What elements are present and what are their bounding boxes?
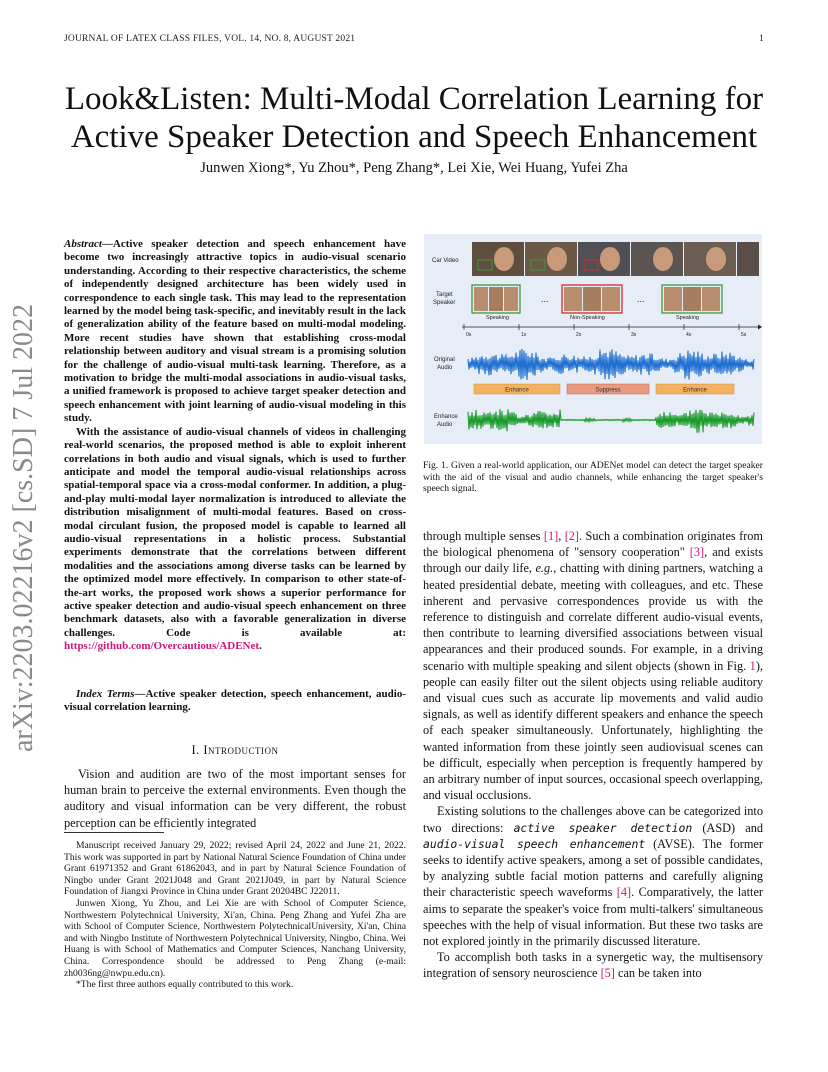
- index-terms-text: Active speaker detection, speech enhancement, audio-visual correlation learning.: [64, 688, 406, 714]
- index-terms: Index Terms—Active speaker detection, speech enhancement, audio-visual correlation learning.: [64, 688, 406, 714]
- state-speaking-1: Speaking: [486, 315, 509, 321]
- label-car-video: Car Video: [432, 258, 459, 264]
- footnotes: [64, 840, 406, 991]
- intro-paragraph-senses: through multiple senses [1], [2]. Such a combination originates from the biological phenomena of "sensory cooperation" [3], and exists through our daily life, e.g., chatting with dining partners, watching a heated presidential debate, meeting with colleagues, and etc. These inherent and pervasive correspondences provide us with the reference to distinguish and correlate different audio-visual events, then contribute to learning diversified associations between visual appearances and their produced sounds. For example, in a driving scenario with multiple speaking and silent objects (shown in Fig. 1), people can easily filter out the silent objects using reliable auditory and visual cues such as accurate lip movements and valid audio signals, as well as identify different speakers and enhance the speech of each speaker simultaneously. Unfortunately, highlighting the wanted information from these jointly seen audiovisual scenes can be difficult, especially when perception is frequently hampered by an arbitrary number of input sources, occasional speech overlapping, and visual occlusions.: [423, 529, 764, 803]
- arxiv-stamp: arXiv:2203.02216v2 [cs.SD] 7 Jul 2022: [8, 304, 39, 752]
- ellipsis-1: ...: [541, 294, 549, 304]
- tick-0: 0s: [466, 332, 472, 338]
- label-speaker: Speaker: [433, 300, 456, 306]
- suppress-label: Suppress: [595, 387, 621, 394]
- label-target: Target: [436, 292, 453, 298]
- label-enhance: Enhance: [434, 414, 458, 420]
- citation-4[interactable]: [4]: [616, 885, 632, 900]
- ellipsis-2: ...: [637, 294, 645, 304]
- tick-5: 5s: [741, 332, 747, 338]
- code-link[interactable]: https://github.com/Overcautious/ADENet: [64, 640, 260, 653]
- abstract: Abstract—Active speaker detection and speech enhancement have become two increasingly attractive topics in audio-visual scenario understanding. According to their respective characteristics, the scheme of independently designed architecture has been widely used in correspondence to each single task. This may lead to the representation learned by the model being task-specific, and inevitably result in the lack of generalization ability of the feature based on multi-modal modeling. More recent studies have shown that establishing cross-modal relationship between auditory and visual stream is a promising solution for the challenge of audio-visual multi-task learning. Therefore, as a motivation to bridge the multi-modal associations in audio-visual tasks, a unified framework is proposed to achieve target speaker detection and speech enhancement with joint learning of audio-visual modeling in this study. With the assistance of audio-visual channels of videos in challenging real-world scenarios, the proposed method is able to exploit inherent correlations in both audio and visual signals, which is used to further anticipate and model the temporal audio-visual relationships across spatial-temporal space via a cross-modal conformer. In addition, a plug-and-play multi-modal layer normalization is introduced to alleviate the distribution misalignment of multi-modal features. Based on cross-modal circulant fusion, the proposed model is capable to learned all audio-visual representations in a holistic process. Substantial experiments demonstrate that the correlations between different modalities and the associations among diverse tasks can be learned by the optimized model more effectively. In comparison to other state-of-the-art works, the proposed work shows a superior performance for active speaker detection and audio-visual speech enhancement on three benchmark datasets, also with a favorable generalization in diverse challenges. Code is available at: https://github.com/Overcautious/ADENet.: [64, 238, 406, 653]
- label-original: Original: [434, 357, 455, 363]
- citation-1[interactable]: [1]: [543, 529, 559, 543]
- intro-right-column: [423, 528, 763, 982]
- footnote-affiliations: Junwen Xiong, Yu Zhou, and Lei Xie are with School of Computer Science, Northwestern Polytechnical University, Xi'an, China. Peng Zhang and Yufei Zha are with School of Computer Science, Northwestern PolytechnicalUniversity, Xi'an, China and with Ningbo Institute of Northwestern Polytechnical University, Ningbo, China. Wei Huang is with School of Mathematics and Computer Sciences, Nanchang University, China. Correspondence should be addressed to Peng Zhang (e-mail: zh0036ng@nwpu.edu.cn).: [64, 897, 406, 979]
- tick-2: 2s: [576, 332, 582, 338]
- abstract-paragraph-1: Active speaker detection and speech enhancement have become two increasingly attractive topics in audio-visual scenario understanding. According to their respective characteristics, the scheme of independently designed architecture has been widely used in correspondence to each single task. This may lead to the representation learned by the model being task-specific, and inevitably result in the lack of generalization ability of the feature based on multi-modal modeling. More recent studies have shown that establishing cross-modal relationship between auditory and visual stream is a promising solution for the challenge of audio-visual multi-task learning. Therefore, as a motivation to bridge the multi-modal associations in audio-visual tasks, a unified framework is proposed to achieve target speaker detection and speech enhancement with joint learning of audio-visual modeling in this study.: [64, 238, 406, 425]
- citation-2[interactable]: [2]: [564, 529, 580, 543]
- original-audio-waveform: [468, 349, 754, 380]
- abstract-paragraph-2: With the assistance of audio-visual channels of videos in challenging real-world scenarios, the proposed method is able to exploit inherent correlations in both audio and visual signals, which is used to further anticipate and model the temporal audio-visual relationships across spatial-temporal space via a cross-modal conformer. In addition, a plug-and-play multi-modal layer normalization is introduced to alleviate the distribution misalignment of multi-modal features. Based on cross-modal circulant fusion, the proposed model is capable to learned all audio-visual representations in a holistic process. Substantial experiments demonstrate that the correlations between different modalities and the associations among diverse tasks can be learned by the optimized model more effectively. In comparison to other state-of-the-art works, the proposed work shows a superior performance for active speaker detection and audio-visual speech enhancement on three benchmark datasets, also with a favorable generalization in diverse challenges. Code is available at:: [64, 425, 406, 639]
- figure-1: [424, 234, 762, 444]
- tick-1: 1s: [521, 332, 527, 338]
- section-heading: [64, 743, 406, 758]
- intro-paragraph: Vision and audition are two of the most important senses for human brain to perceive the external environments. Even though the auditory and visual information can be very different, the robust perception can be efficiently integrated: [64, 767, 406, 830]
- section-title: I. Introduction: [191, 743, 279, 757]
- citation-3[interactable]: [3]: [689, 545, 705, 560]
- author-list: Junwen Xiong*, Yu Zhou*, Peng Zhang*, Lei Xie, Wei Huang, Yufei Zha: [200, 160, 628, 176]
- page-number: 1: [759, 34, 764, 44]
- car-video-frames: [472, 242, 759, 276]
- state-speaking-2: Speaking: [676, 315, 699, 321]
- figure-1-graphic: [424, 234, 762, 444]
- abstract-period: .: [259, 640, 262, 653]
- enhanced-audio-waveform: [468, 409, 754, 433]
- intro-paragraph-multisensory: To accomplish both tasks in a synergetic way, the multisensory integration of sensory neuroscience [5] can be taken into: [423, 950, 763, 981]
- tick-4: 4s: [686, 332, 692, 338]
- citation-5[interactable]: [5]: [600, 966, 615, 981]
- footnote-manuscript: Manuscript received January 29, 2022; revised April 24, 2022 and June 21, 2022. This work was supported in part by National Natural Science Foundation of China under Grant 61971352 and Grant 61862043, and in part by Natural Science Foundation of Ningbo under Grant 2021J048 and Grant 2021J049, in part by Natural Science Foundation of Jiangxi Province in China under Grant 20204BC J22011.: [64, 840, 406, 898]
- index-terms-lead: Index Terms: [76, 688, 135, 700]
- figure-1-caption: Fig. 1. Given a real-world application, our ADENet model can detect the target speaker with the aid of the visual and audio channels, while enhancing the target speaker's speech signal.: [423, 460, 763, 495]
- footnote-rule: [64, 832, 164, 833]
- target-speaker-crops: [472, 285, 722, 321]
- state-non-speaking: Non-Speaking: [570, 315, 605, 321]
- figure-ref-1[interactable]: 1: [749, 658, 756, 673]
- footnote-equal-contribution: *The first three authors equally contributed to this work.: [76, 979, 294, 991]
- running-header: [64, 34, 764, 44]
- abstract-lead: Abstract: [64, 238, 102, 250]
- paper-title: Look&Listen: Multi-Modal Correlation Learning for Active Speaker Detection and Speech Enhancement: [64, 81, 764, 155]
- time-axis: [462, 324, 762, 338]
- enhance-label-1: Enhance: [505, 387, 529, 394]
- intro-paragraph-solutions: Existing solutions to the challenges above can be categorized into two directions: active speaker detection (ASD) and audio-visual speech enhancement (AVSE). The former seeks to identify active speakers, among a set of possible candidates, by analyzing subtle facial motion patterns and carefully aligning their characteristic speech waveforms [4]. Comparatively, the latter aims to separate the speaker's voice from multi-talkers' simultaneous speeches with the help of visual information. But these two tasks are not explored jointly in the primarily discussed literature.: [423, 804, 763, 949]
- journal-header: JOURNAL OF LATEX CLASS FILES, VOL. 14, NO. 8, AUGUST 2021: [64, 34, 356, 44]
- label-audio-1: Audio: [437, 365, 453, 371]
- processing-bars: [474, 384, 734, 394]
- label-audio-2: Audio: [437, 422, 453, 428]
- enhance-label-2: Enhance: [683, 387, 707, 394]
- tick-3: 3s: [631, 332, 637, 338]
